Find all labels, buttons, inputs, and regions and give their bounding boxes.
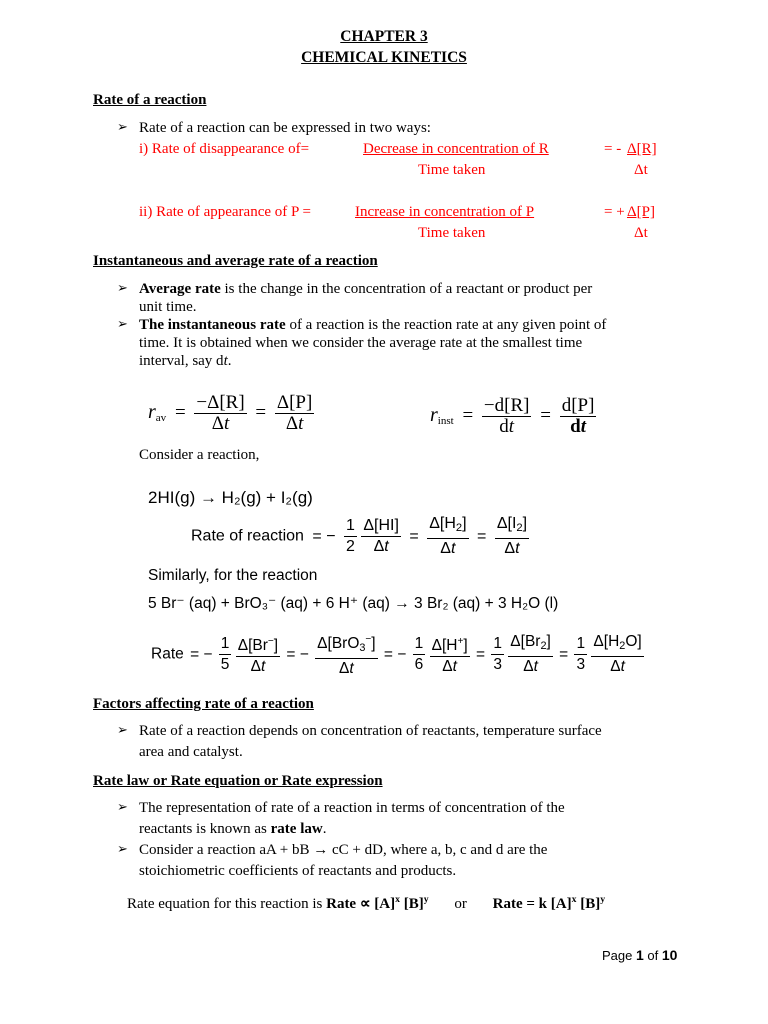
average-rate-definition-cont: unit time. — [139, 299, 197, 315]
rate-law-definition: The representation of rate of a reaction in terms of concentration of the — [139, 800, 565, 816]
bromide-rate-expression: Rate = − $\frac{1}{5}$ $\frac{\Delta[Br^-]}{\Delta t}$ = − $\frac{\Delta[BrO_3^-]}{\Delta t}$ = − $\frac{1}{6}$ $\frac{\Delta[H^+]}{\Delta t}$ = $\frac{1}{3}$ $\frac{\Delta[Br_2]}{\Delta t}$ = $\frac{1}{3}$ $\frac{\Delta[H_2O]}{\Delta t}$ — [151, 630, 644, 679]
bullet-arrow-icon: ➢ — [117, 120, 128, 135]
instantaneous-rate-definition-cont2: interval, say dt. — [139, 353, 232, 369]
disappearance-delta-r: Δ[R] — [627, 141, 657, 157]
disappearance-denominator: Time taken — [418, 162, 486, 178]
appearance-numerator: Increase in concentration of P — [355, 204, 535, 220]
hi-decomposition-reaction: 2HI(g) → H₂(g) + I₂(g) — [148, 488, 313, 507]
average-rate-definition: Average rate is the change in the concentration of a reactant or product per — [139, 281, 593, 297]
section-heading-instantaneous: Instantaneous and average rate of a reaction — [93, 253, 378, 269]
chapter-title: CHEMICAL KINETICS — [301, 49, 467, 66]
instantaneous-rate-definition-cont: time. It is obtained when we consider the average rate at the smallest time — [139, 335, 583, 351]
page-number: Page 1 of 10 — [602, 947, 678, 963]
appearance-delta-p: Δ[P] — [627, 204, 655, 220]
section-heading-rate-law: Rate law or Rate equation or Rate expression — [93, 773, 383, 789]
similarly-text: Similarly, for the reaction — [148, 567, 318, 584]
disappearance-numerator: Decrease in concentration of R — [363, 141, 549, 157]
rate-law-definition-cont: reactants is known as rate law. — [139, 821, 327, 837]
general-reaction-text-cont: stoichiometric coefficients of reactants and products. — [139, 863, 457, 879]
factors-text: Rate of a reaction depends on concentration of reactants, temperature surface — [139, 723, 602, 739]
consider-reaction-text: Consider a reaction, — [139, 447, 260, 463]
factors-text-cont: area and catalyst. — [139, 744, 243, 760]
bullet-arrow-icon: ➢ — [117, 281, 128, 296]
appearance-denominator: Time taken — [418, 225, 486, 241]
section-heading-rate: Rate of a reaction — [93, 92, 207, 108]
average-rate-equation: $r_{av}$ = $\frac{-\Delta[R]}{\Delta t}$ = $\frac{\Delta[P]}{\Delta t}$ — [148, 392, 313, 434]
section-heading-factors: Factors affecting rate of a reaction — [93, 696, 314, 712]
disappearance-delta-t: Δt — [634, 162, 648, 178]
disappearance-label: i) Rate of disappearance of= — [139, 141, 310, 157]
bullet-arrow-icon: ➢ — [117, 317, 128, 332]
chapter-number: CHAPTER 3 — [340, 28, 428, 45]
appearance-delta-t: Δt — [634, 225, 648, 241]
disappearance-sign: = - — [604, 141, 622, 157]
bullet-arrow-icon: ➢ — [117, 723, 128, 738]
instantaneous-rate-equation: $r_{inst}$ = $\frac{-d[R]}{dt}$ = $\frac{d[P]}{dt}$ — [430, 395, 595, 437]
bromide-reaction: 5 Br⁻ (aq) + BrO₃⁻ (aq) + 6 H⁺ (aq) → 3 Br₂ (aq) + 3 H₂O (l) — [148, 595, 559, 612]
rate-bullet-text: Rate of a reaction can be expressed in two ways: — [139, 120, 431, 136]
appearance-sign: = + — [604, 204, 625, 220]
rate-equation-line: Rate equation for this reaction is Rate ∝ $[A]^x$ $[B]^y$ or Rate = k $[A]^x$ $[B]^y$ — [127, 894, 606, 912]
instantaneous-rate-definition: The instantaneous rate of a reaction is the reaction rate at any given point of — [139, 317, 607, 333]
general-reaction-text: Consider a reaction aA + bB → cC + dD, where a, b, c and d are the — [139, 842, 548, 858]
hi-rate-expression: Rate of reaction = − $\frac{1}{2}$ $\frac{\Delta[HI]}{\Delta t}$ = $\frac{\Delta[H_2]}{\Delta t}$ = $\frac{\Delta[I_2]}{\Delta t}$ — [191, 515, 528, 557]
bullet-arrow-icon: ➢ — [117, 800, 128, 815]
bullet-arrow-icon: ➢ — [117, 842, 128, 857]
appearance-label: ii) Rate of appearance of P = — [139, 204, 311, 220]
